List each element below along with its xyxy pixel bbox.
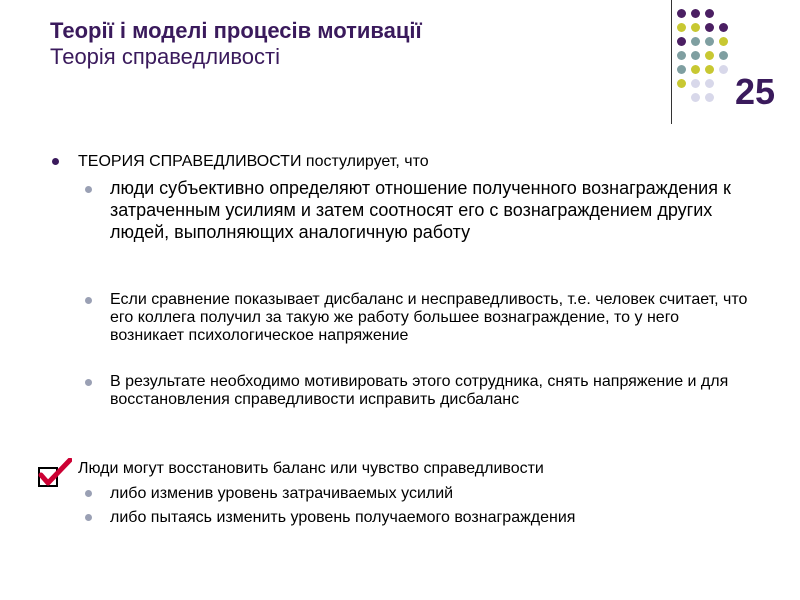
sub-bullet-icon	[85, 297, 92, 304]
sub-bullet-icon	[85, 379, 92, 386]
sub-bullet-icon	[85, 490, 92, 497]
divider-line	[671, 0, 672, 124]
slide-title: Теорії і моделі процесів мотивації	[50, 18, 422, 43]
slide-number: 25	[735, 71, 776, 112]
sub-bullet-icon	[85, 186, 92, 193]
slide-subtitle: Теорія справедливості	[50, 44, 281, 69]
sub-bullet-text: Если сравнение показывает дисбаланс и несправедливость, т.е. человек считает, что его коллега получил за такую же работу большее вознаграждение, то у него возникает психологическое напряжение	[110, 291, 748, 344]
bullet-theory: ТЕОРИЯ СПРАВЕДЛИВОСТИ постулирует, что	[78, 153, 429, 170]
sub-bullet-text: В результате необходимо мотивировать этого сотрудника, снять напряжение и для восстановления справедливости исправить дисбаланс	[110, 373, 729, 408]
sub-bullet-text: люди субъективно определяют отношение полученного вознаграждения к затраченным усилиям и затем соотносят его с вознаграждением других людей, выполняющих аналогичную работу	[110, 178, 731, 242]
sub-bullet-text: либо пытаясь изменить уровень получаемого вознаграждения	[110, 509, 576, 526]
sub-bullet-text: либо изменив уровень затрачиваемых усилий	[110, 485, 454, 502]
bullet-icon	[52, 158, 59, 165]
sub-bullet-icon	[85, 514, 92, 521]
bullet-restore-balance: Люди могут восстановить баланс или чувство справедливости	[78, 460, 544, 477]
checkbox-check-icon	[38, 458, 72, 488]
